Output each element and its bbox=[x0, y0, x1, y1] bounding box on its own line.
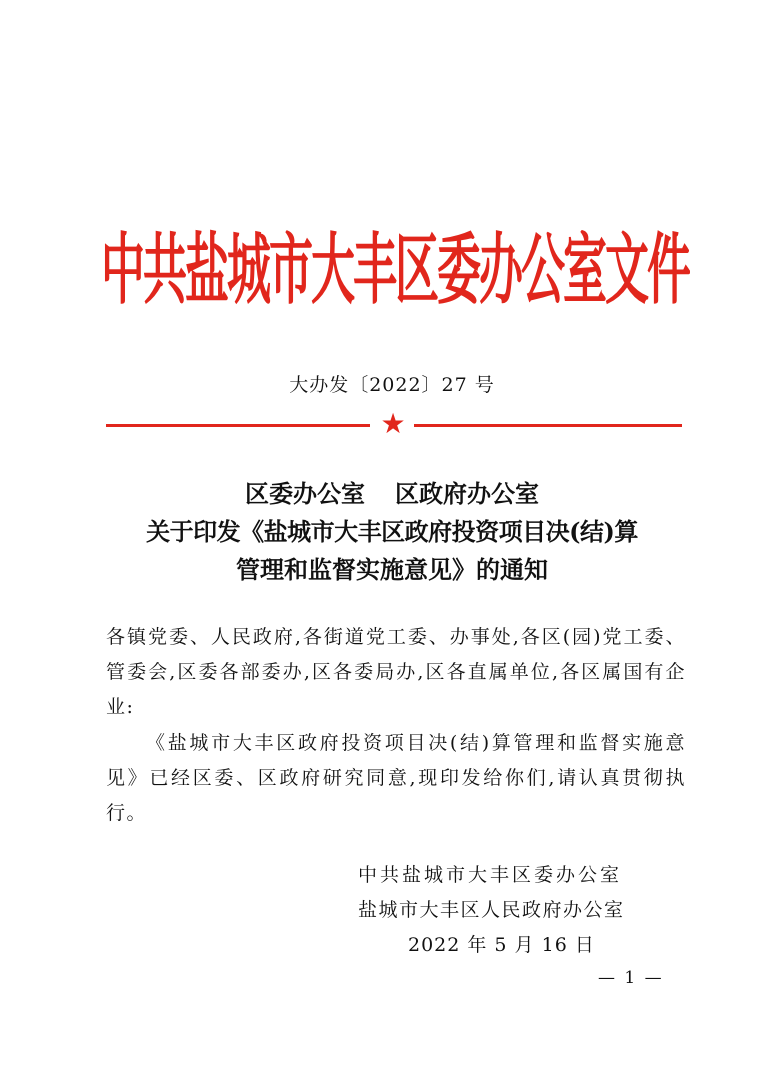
document-title-line-3: 管理和监督实施意见》的通知 bbox=[236, 555, 548, 584]
body-paragraph: 《盐城市大丰区政府投资项目决(结)算管理和监督实施意见》已经区委、区政府研究同意,现印发给你们,请认真贯彻执行。 bbox=[106, 732, 686, 824]
masthead-text: 中共盐城市大丰区委办公室文件 bbox=[101, 226, 689, 316]
masthead-title bbox=[100, 222, 690, 322]
red-divider-right bbox=[414, 424, 682, 427]
page-number: — 1 — bbox=[598, 968, 664, 988]
document-number: 大办发〔2022〕27 号 bbox=[289, 374, 495, 396]
signature-org-2: 盐城市大丰区人民政府办公室 bbox=[358, 899, 625, 921]
red-divider-left bbox=[106, 424, 370, 427]
document-title-line-2: 关于印发《盐城市大丰区政府投资项目决(结)算 bbox=[146, 517, 638, 546]
issuer-1: 区委办公室 bbox=[245, 479, 365, 508]
signature-date: 2022 年 5 月 16 日 bbox=[408, 934, 595, 956]
document-title-issuers bbox=[0, 474, 784, 509]
signature-org-1: 中共盐城市大丰区委办公室 bbox=[358, 864, 623, 886]
addressee-paragraph: 各镇党委、人民政府,各街道党工委、办事处,各区(园)党工委、管委会,区委各部委办,区各委局办,区各直属单位,各区属国有企业: bbox=[106, 626, 686, 718]
star-icon: ★ bbox=[380, 407, 406, 440]
issuer-2: 区政府办公室 bbox=[395, 479, 539, 508]
